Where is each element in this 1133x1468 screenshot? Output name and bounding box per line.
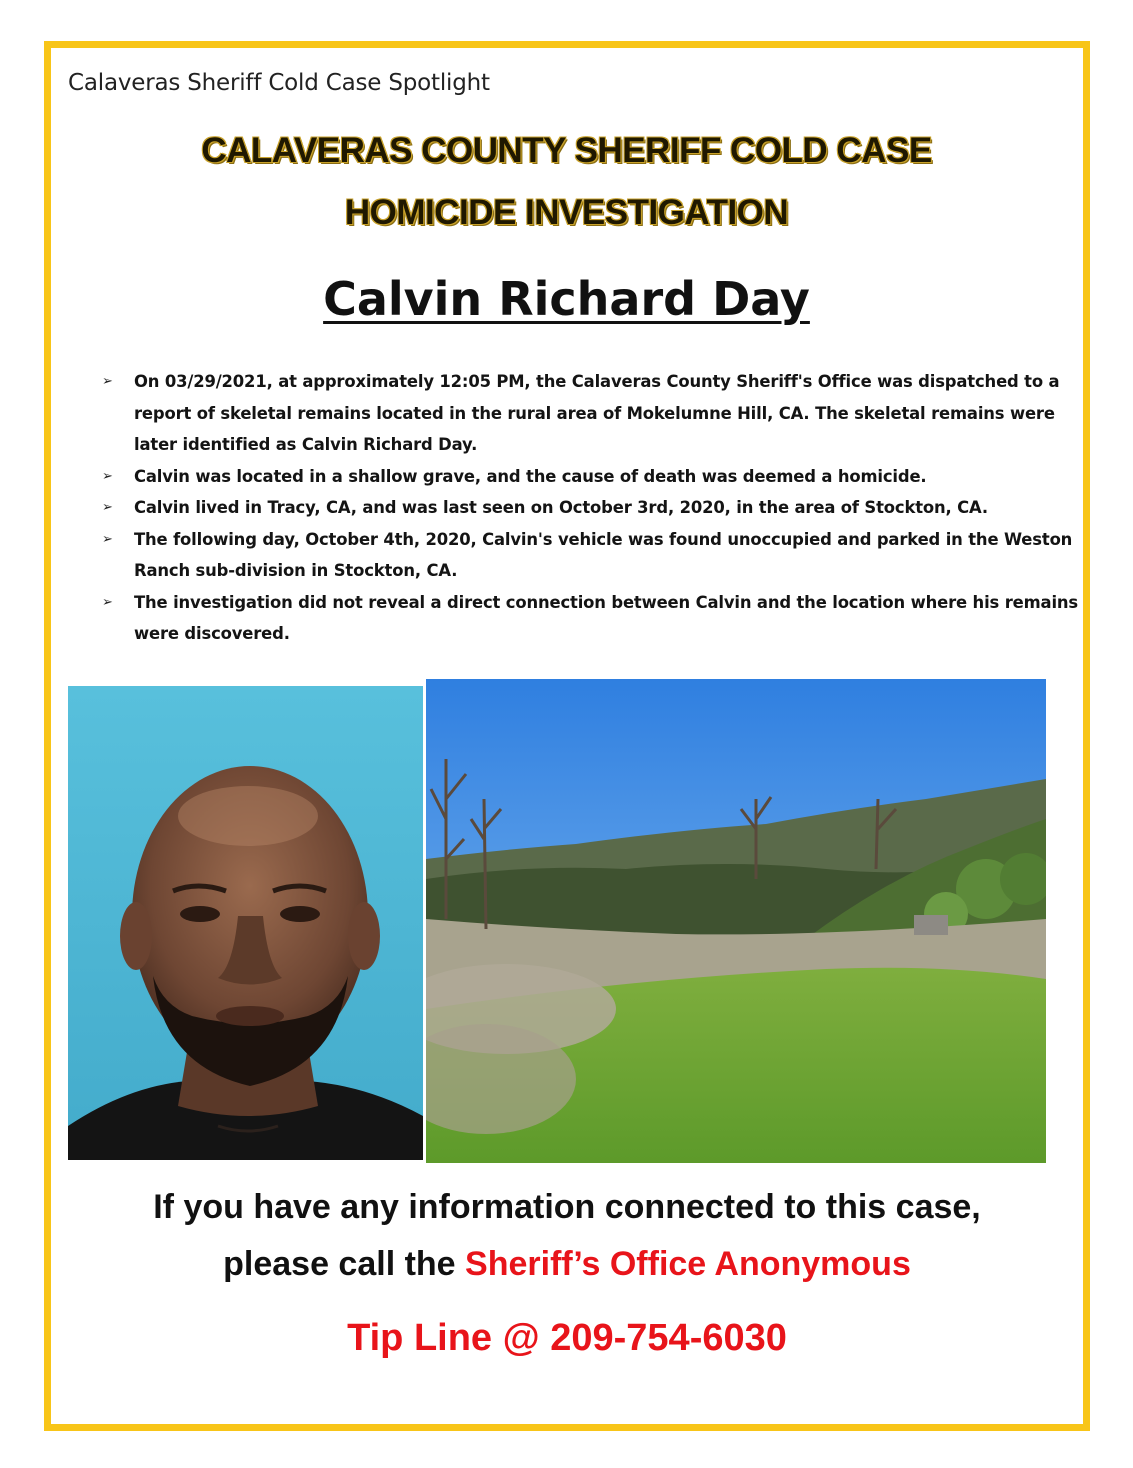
headline-line-2: HOMICIDE INVESTIGATION	[344, 193, 789, 232]
case-fact-text: On 03/29/2021, at approximately 12:05 PM, the Calaveras County Sheriff's Office was dispatched to a report of skeletal remains located in the rural area of Mokelumne Hill, CA. The skeletal remains were later identified as Calvin Richard Day.	[134, 372, 1060, 454]
case-fact-text: Calvin was located in a shallow grave, and the cause of death was deemed a homicide.	[134, 466, 927, 486]
headline-line-1: CALAVERAS COUNTY SHERIFF COLD CASE	[201, 131, 932, 170]
case-fact-item	[102, 366, 1082, 461]
case-fact-item	[102, 587, 1082, 650]
cta-line-1: If you have any information connected to this case,	[153, 1188, 981, 1226]
tip-line-number: Tip Line @ 209-754-6030	[347, 1317, 787, 1359]
cta-line-2-highlight: Sheriff’s Office Anonymous	[465, 1245, 911, 1283]
arrow-bullet-icon: ➢	[102, 468, 113, 484]
case-facts-list	[102, 366, 1082, 650]
case-fact-text: The investigation did not reveal a direct connection between Calvin and the location where his remains were discovered.	[134, 592, 1079, 643]
case-fact-text: Calvin lived in Tracy, CA, and was last seen on October 3rd, 2020, in the area of Stockton, CA.	[134, 498, 988, 517]
landscape-illustration	[426, 679, 1046, 1163]
arrow-bullet-icon: ➢	[102, 374, 113, 389]
case-fact-item	[102, 492, 1082, 524]
case-fact-text: The following day, October 4th, 2020, Calvin's vehicle was found unoccupied and parked in the Weston Ranch sub-division in Stockton, CA.	[134, 529, 1073, 580]
remains-location-photo	[426, 679, 1046, 1163]
victim-name-text: Calvin Richard Day	[323, 272, 810, 326]
arrow-bullet-icon: ➢	[102, 594, 113, 610]
victim-name	[60, 272, 1073, 326]
portrait-illustration	[68, 686, 423, 1160]
spotlight-label: Calaveras Sheriff Cold Case Spotlight	[68, 70, 490, 96]
arrow-bullet-icon: ➢	[102, 500, 113, 515]
arrow-bullet-icon: ➢	[102, 531, 113, 547]
cta-line-2-prefix: please call the	[223, 1245, 466, 1283]
case-fact-item	[102, 461, 1082, 493]
case-fact-item	[102, 524, 1082, 587]
victim-portrait-photo	[68, 686, 423, 1160]
cta-line-2	[44, 1245, 1090, 1284]
